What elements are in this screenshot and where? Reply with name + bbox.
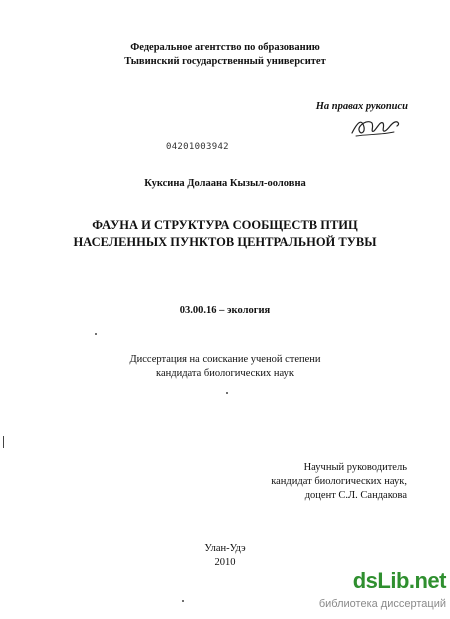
manuscript-rights-note: На правах рукописи [315, 101, 408, 112]
specialty-code: 03.00.16 – экология [179, 305, 271, 316]
university-name: Тывинский государственный университет [124, 56, 326, 67]
registration-number: 04201003942 [166, 142, 229, 152]
watermark-logo: dsLib.net [352, 568, 446, 593]
city: Улан-Удэ [204, 543, 246, 554]
supervisor-line-1: Научный руководитель [303, 462, 407, 473]
signature-mark [350, 113, 402, 139]
watermark [318, 568, 446, 612]
city-year [0, 542, 450, 570]
scan-speck [182, 600, 184, 602]
title-line-2: НАСЕЛЕННЫХ ПУНКТОВ ЦЕНТРАЛЬНОЙ ТУВЫ [73, 235, 377, 249]
scan-speck [95, 333, 97, 335]
year: 2010 [214, 557, 236, 568]
degree-statement [0, 353, 450, 381]
degree-line-1: Диссертация на соискание ученой степени [129, 354, 321, 365]
scan-edge-mark [3, 436, 4, 448]
supervisor-line-2: кандидат биологических наук, [271, 476, 407, 487]
institution-header [0, 41, 450, 69]
watermark-subtitle: библиотека диссертаций [318, 598, 446, 610]
agency-name: Федеральное агентство по образованию [130, 42, 320, 53]
scan-speck [226, 392, 228, 394]
supervisor-block [271, 461, 407, 503]
title-line-1: ФАУНА И СТРУКТУРА СООБЩЕСТВ ПТИЦ [92, 218, 358, 232]
supervisor-line-3: доцент С.Л. Сандакова [304, 490, 407, 501]
author-name: Куксина Долаана Кызыл-ооловна [144, 178, 306, 189]
degree-line-2: кандидата биологических наук [156, 368, 294, 379]
dissertation-title [0, 217, 450, 251]
